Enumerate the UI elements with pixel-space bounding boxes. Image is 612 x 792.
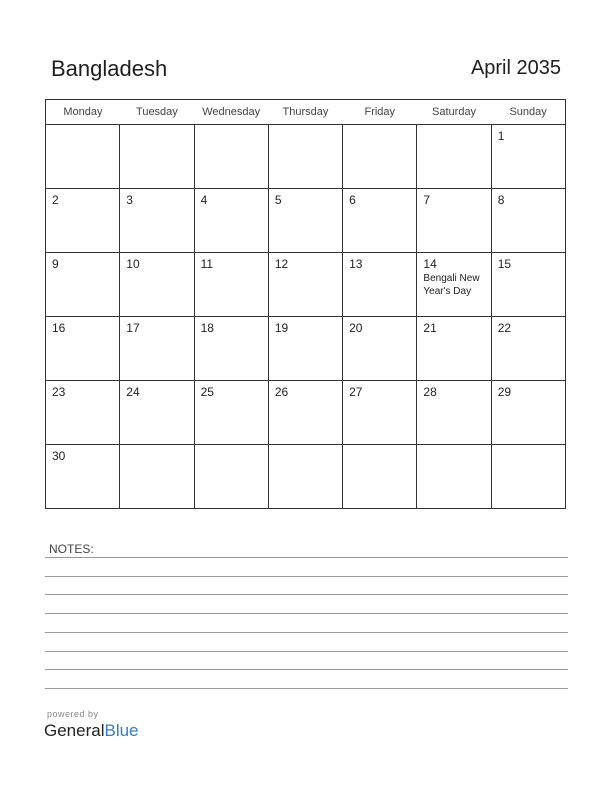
note-line (45, 632, 568, 633)
day-cell (417, 189, 491, 253)
day-cell (120, 125, 194, 189)
day-cell (491, 445, 565, 509)
day-cell (491, 189, 565, 253)
day-number: 5 (274, 193, 282, 207)
day-cell (194, 317, 268, 381)
day-number: 8 (497, 193, 505, 207)
notes-label: NOTES: (49, 542, 94, 556)
note-line (45, 576, 568, 577)
calendar-grid (45, 99, 566, 509)
day-cell (268, 125, 342, 189)
weekday-header: Sunday (491, 100, 565, 125)
note-line (45, 651, 568, 652)
day-cell (343, 445, 417, 509)
week-row (46, 381, 566, 445)
day-number: 17 (126, 321, 140, 335)
day-cell (120, 189, 194, 253)
weekday-header: Monday (46, 100, 120, 125)
day-cell (343, 381, 417, 445)
day-number: 19 (274, 321, 289, 335)
day-cell (268, 381, 342, 445)
day-cell (268, 445, 342, 509)
day-cell (194, 445, 268, 509)
weekday-header: Thursday (268, 100, 342, 125)
day-number: 24 (126, 385, 140, 399)
note-line (45, 688, 568, 689)
day-cell (194, 189, 268, 253)
week-row (46, 445, 566, 509)
day-cell (268, 253, 342, 317)
day-cell (120, 381, 194, 445)
weekday-header: Wednesday (194, 100, 268, 125)
day-number: 28 (423, 385, 437, 399)
day-cell (417, 381, 491, 445)
day-cell (417, 317, 491, 381)
day-cell (268, 317, 342, 381)
day-cell (120, 253, 194, 317)
day-number: 14 (423, 257, 437, 271)
day-number: 6 (349, 193, 356, 207)
day-number: 22 (497, 321, 512, 335)
note-line (45, 557, 568, 558)
day-cell (46, 189, 120, 253)
day-cell (491, 317, 565, 381)
day-number: 2 (52, 193, 59, 207)
day-cell (417, 125, 491, 189)
week-row (46, 125, 566, 189)
month-year-title: April 2035 (470, 57, 561, 79)
country-title: Bangladesh (51, 56, 168, 81)
week-row (46, 189, 566, 253)
day-cell (46, 317, 120, 381)
day-cell (120, 445, 194, 509)
day-cell (268, 189, 342, 253)
day-number: 16 (52, 321, 66, 335)
day-number: 27 (349, 385, 363, 399)
day-number: 7 (423, 193, 431, 207)
day-number: 1 (497, 129, 505, 143)
day-number: 26 (274, 385, 289, 399)
day-cell (417, 445, 491, 509)
week-row (46, 317, 566, 381)
day-number: 4 (200, 193, 208, 207)
day-cell (194, 125, 268, 189)
note-line (45, 594, 568, 595)
note-line (45, 613, 568, 614)
day-cell (343, 125, 417, 189)
day-number: 25 (200, 385, 214, 399)
day-cell (46, 125, 120, 189)
holiday-label: Bengali New Year's Day (423, 273, 480, 297)
day-cell (46, 253, 120, 317)
powered-by-text: powered by (47, 709, 99, 719)
day-cell-holiday (417, 253, 491, 317)
day-number: 9 (52, 257, 59, 271)
day-cell (491, 125, 565, 189)
weekday-header: Tuesday (120, 100, 194, 125)
logo-blue-text: Blue (104, 721, 139, 740)
weekday-header: Saturday (417, 100, 491, 125)
day-number: 10 (126, 257, 140, 271)
day-number: 20 (349, 321, 363, 335)
week-row (46, 253, 566, 317)
day-number: 29 (497, 385, 512, 399)
weekday-header: Friday (343, 100, 417, 125)
day-number: 3 (126, 193, 133, 207)
day-cell (491, 253, 565, 317)
day-number: 30 (52, 449, 66, 463)
day-number: 21 (423, 321, 437, 335)
day-cell (46, 381, 120, 445)
day-cell (120, 317, 194, 381)
logo-general-text: General (44, 721, 105, 740)
generalblue-logo[interactable] (44, 721, 139, 741)
day-number: 18 (200, 321, 214, 335)
day-cell (343, 189, 417, 253)
day-number: 13 (349, 257, 363, 271)
day-cell (343, 253, 417, 317)
day-cell (46, 445, 120, 509)
day-number: 12 (274, 257, 289, 271)
day-cell (343, 317, 417, 381)
day-cell (194, 381, 268, 445)
weekday-header-row (46, 100, 566, 125)
note-line (45, 669, 568, 670)
day-number: 23 (52, 385, 66, 399)
day-number: 15 (497, 257, 512, 271)
day-cell (194, 253, 268, 317)
day-cell (491, 381, 565, 445)
day-number: 11 (200, 257, 214, 271)
